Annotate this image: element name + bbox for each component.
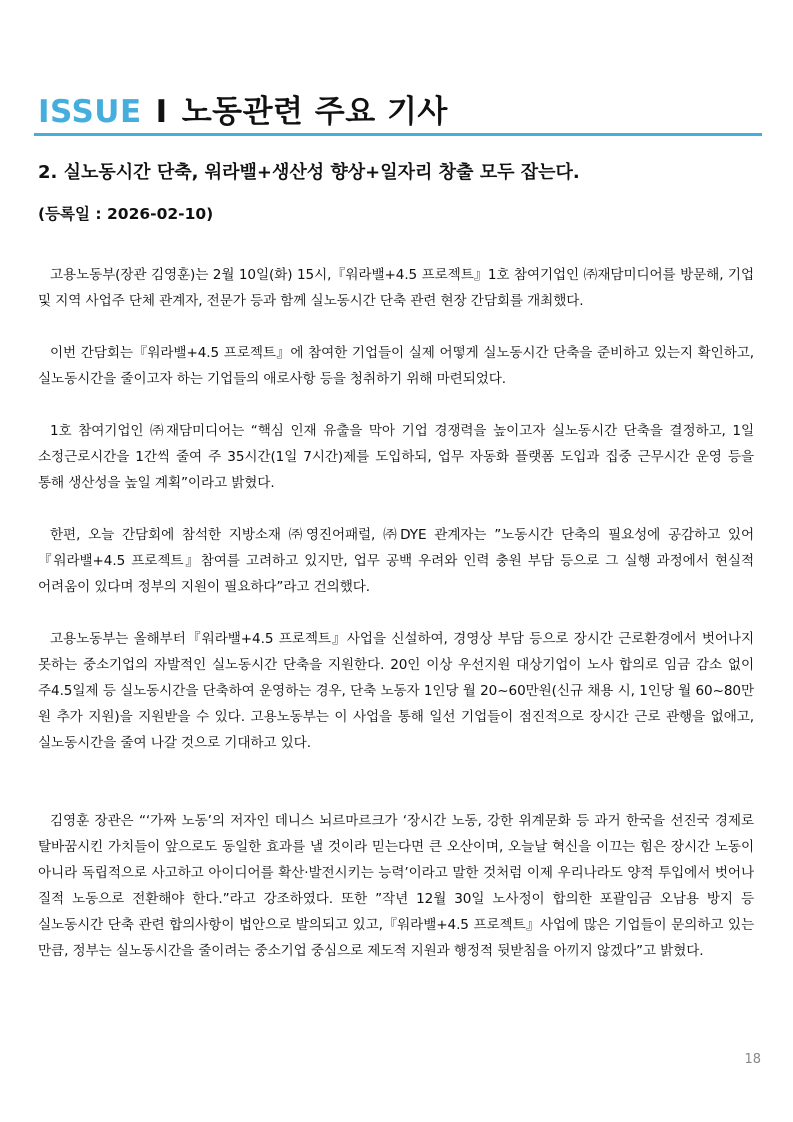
section-title: 노동관련 주요 기사 <box>181 94 448 130</box>
issue-label: ISSUE <box>38 94 142 130</box>
article-paragraph: 이번 간담회는『워라밸+4.5 프로젝트』에 참여한 기업들이 실제 어떻게 실노동시간 단축을 준비하고 있는지 확인하고, 실노동시간을 줄이고자 하는 기업들의 애로사항 등을 청취하기 위해 마련되었다. <box>38 345 754 387</box>
section-header <box>38 86 762 131</box>
article-paragraph: 1호 참여기업인 ㈜재담미디어는 “핵심 인재 유출을 막아 기업 경쟁력을 높이고자 실노동시간 단축을 결정하고, 1일 소정근로시간을 1간씩 줄여 주 35시간(1일 7시간)제를 도입하되, 업무 자동화 플랫폼 도입과 집중 근무시간 운영 등을 통해 생산성을 높일 계획”이라고 밝혔다. <box>38 423 754 491</box>
article-paragraph: 고용노동부는 올해부터『워라밸+4.5 프로젝트』사업을 신설하여, 경영상 부담 등으로 장시간 근로환경에서 벗어나지 못하는 중소기업의 자발적인 실노동시간 단축을 지원한다. 20인 이상 우선지원 대상기업이 노사 합의로 임금 감소 없이 주4.5일제 등 실노동시간을 단축하여 운영하는 경우, 단축 노동자 1인당 월 20~60만원(신규 채용 시, 1인당 월 60~80만 원 추가 지원)을 지원받을 수 있다. 고용노동부는 이 사업을 통해 일선 기업들이 점진적으로 장시간 근로 관행을 없애고, 실노동시간을 줄여 나갈 것으로 기대하고 있다. <box>38 631 754 751</box>
header-divider <box>34 133 762 136</box>
article-title: 2. 실노동시간 단축, 워라밸+생산성 향상+일자리 창출 모두 잡는다. <box>38 162 580 183</box>
article-paragraph: 고용노동부(장관 김영훈)는 2월 10일(화) 15시,『워라밸+4.5 프로젝트』1호 참여기업인 ㈜재담미디어를 방문해, 기업 및 지역 사업주 단체 관계자, 전문가 등과 함께 실노동시간 단축 관련 현장 간담회를 개최했다. <box>38 267 754 309</box>
registration-date: (등록일 : 2026-02-10) <box>38 205 214 223</box>
header-separator: I <box>155 94 168 130</box>
article-paragraph: 한편, 오늘 간담회에 참석한 지방소재 ㈜영진어패럴, ㈜DYE 관계자는 ”노동시간 단축의 필요성에 공감하고 있어『워라밸+4.5 프로젝트』참여를 고려하고 있지만, 업무 공백 우려와 인력 충원 부담 등으로 그 실행 과정에서 현실적 어려움이 있다며 정부의 지원이 필요하다”라고 건의했다. <box>38 527 754 595</box>
section-heading <box>38 86 762 131</box>
article-paragraph: 김영훈 장관은 “‘가짜 노동’의 저자인 데니스 뇌르마르크가 ‘장시간 노동, 강한 위계문화 등 과거 한국을 선진국 경제로 탈바꿈시킨 가치들이 앞으로도 동일한 효과를 낼 것이라 믿는다면 큰 오산이며, 오늘날 혁신을 이끄는 힘은 장시간 노동이 아니라 독립적으로 사고하고 아이디어를 확산·발전시키는 능력’이라고 말한 것처럼 이제 우리나라도 양적 투입에서 벗어나 질적 노동으로 전환해야 한다.”라고 강조하였다. 또한 ”작년 12월 30일 노사정이 합의한 포괄임금 오남용 방지 등 실노동시간 단축 관련 합의사항이 법안으로 발의되고 있고,『워라밸+4.5 프로젝트』사업에 많은 기업들이 문의하고 있는 만큼, 정부는 실노동시간을 줄이려는 중소기업 중심으로 제도적 지원과 행정적 뒷받침을 아끼지 않겠다”고 밝혔다. <box>38 813 754 959</box>
page-number: 18 <box>744 1052 761 1067</box>
article-body <box>38 262 754 964</box>
